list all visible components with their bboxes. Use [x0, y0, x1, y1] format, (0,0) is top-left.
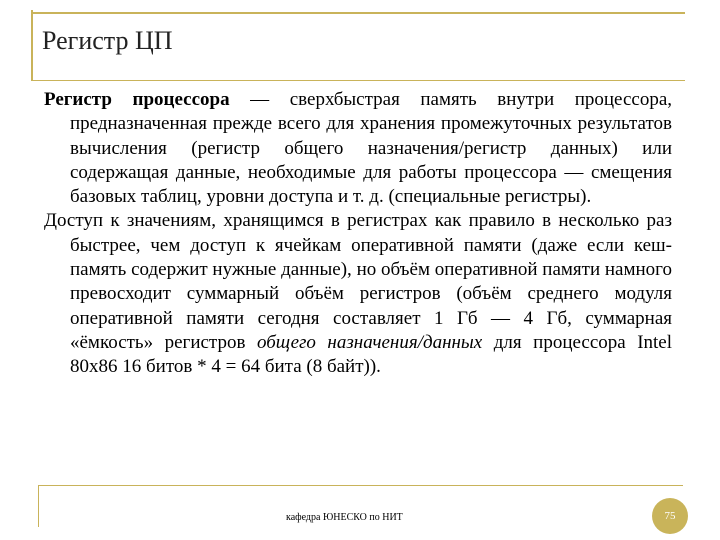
access-text-after: для процессора Intel 80x86 16 битов * 4 = 64 бита (8 байт)). [70, 331, 673, 378]
slide-body [44, 88, 672, 380]
title-frame-left-line [31, 10, 33, 80]
access-text-before: Доступ к значениям, хранящимся в регистрах как правило в несколько раз быстрее, чем доступ к ячейкам оперативной памяти (даже если кеш-память содержит нужные данные), но объём оперативной памяти намного превосходит суммарный объём регистров (объём среднего модуля оперативной памяти сегодня составляет 1 Гб — 4 Гб, суммарная «ёмкость» регистров [44, 210, 672, 353]
paragraph-register-access [44, 209, 672, 379]
page-number: 75 [664, 510, 676, 522]
footer-left-line [38, 485, 39, 527]
title-frame-top-line [31, 12, 685, 14]
term-register: Регистр процессора [44, 89, 230, 110]
footer-department: кафедра ЮНЕСКО по НИТ [286, 512, 403, 523]
footer-divider [38, 485, 683, 486]
paragraph-register-definition [44, 88, 672, 209]
slide-title: Регистр ЦП [42, 26, 173, 55]
access-text-italic: общего назначения/данных [256, 331, 483, 353]
page-number-badge [652, 498, 688, 534]
title-frame-bottom-line [31, 80, 685, 81]
definition-text: — сверхбыстрая память внутри процессора, предназначенная прежде всего для хранения промежуточных результатов вычисления (регистр общего назначения/регистр данных) или содержащая данные, необходимые для работы процессора — смещения базовых таблиц, уровни доступа и т. д. (специальные регистры). [70, 89, 672, 208]
